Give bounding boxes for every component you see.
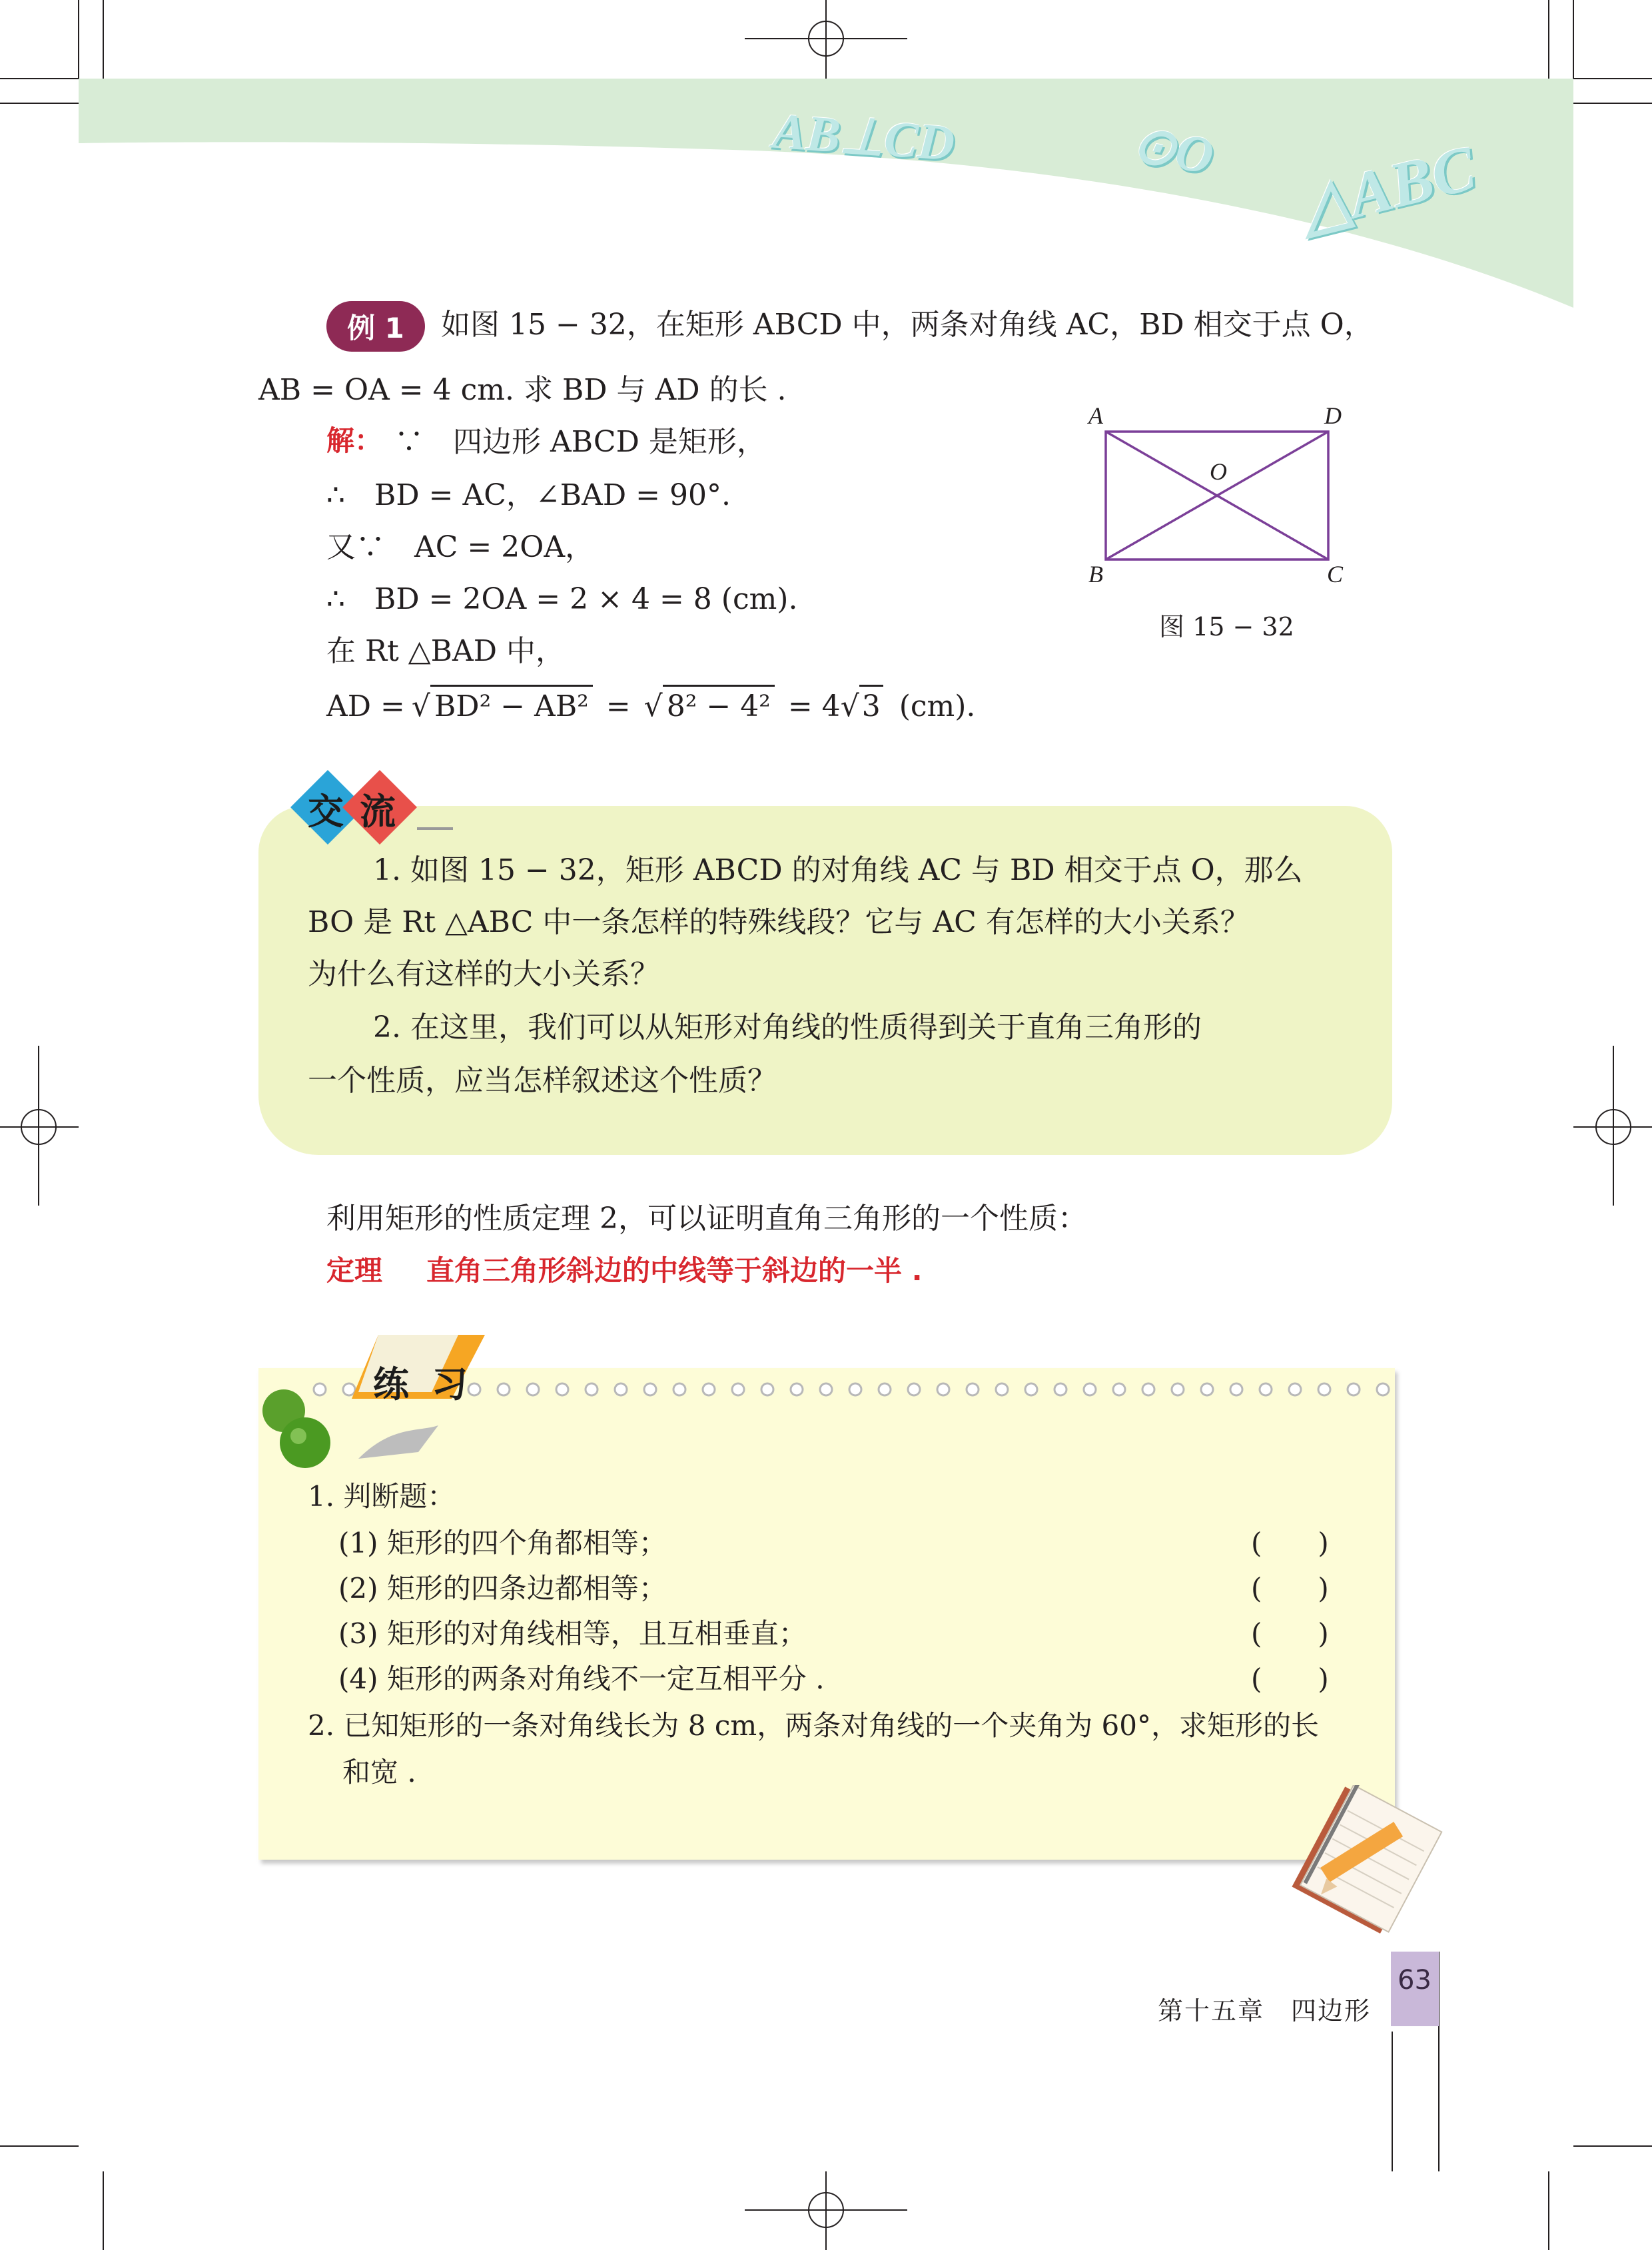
radicand-3: 3 <box>859 685 883 726</box>
final-eq-2: = 4 <box>787 689 841 723</box>
figure-caption: 图 15 − 32 <box>1159 612 1294 641</box>
solution-step-4: ∴ BD = 2OA = 2 × 4 = 8 (cm). <box>326 582 798 616</box>
practice-q1-item-3: (3) 矩形的对角线相等，且互相垂直； <box>338 1617 807 1650</box>
practice-q1-blank-4[interactable]: ( ) <box>1251 1663 1329 1695</box>
exchange-item-1-line3: 为什么有这样的大小关系？ <box>308 957 659 991</box>
notebook-pencil-icon <box>1286 1785 1446 1938</box>
figure-lines <box>1106 432 1328 560</box>
figure-label-o: O <box>1210 458 1227 485</box>
rectangle-figure <box>1079 400 1359 599</box>
practice-q1-blank-1[interactable]: ( ) <box>1251 1527 1329 1559</box>
solution-step-1: ∵ 四边形 ABCD 是矩形， <box>394 425 766 459</box>
footer-chapter: 第十五章 四边形 <box>1158 1996 1372 2026</box>
radicand-1: BD² − AB² <box>430 685 593 726</box>
header-symbol-circle: ⊙O <box>1128 114 1218 185</box>
example-problem-line1: 如图 15 − 32，在矩形 ABCD 中，两条对角线 AC，BD 相交于点 O， <box>441 308 1374 342</box>
exchange-item-1-line2: BO 是 Rt △ABC 中一条怎样的特殊线段？它与 AC 有怎样的大小关系？ <box>308 905 1250 939</box>
sqrt-sign-1: √ <box>411 689 430 723</box>
example-problem-line2: AB = OA = 4 cm. 求 BD 与 AD 的长 . <box>258 373 787 407</box>
exchange-title-char-2: 流 <box>360 791 396 833</box>
final-lhs: AD = <box>326 689 405 723</box>
sqrt-sign-2: √ <box>643 689 663 723</box>
theorem-label: 定理 <box>326 1254 383 1287</box>
practice-title-char-2: 习 <box>432 1363 468 1405</box>
practice-q1-blank-3[interactable]: ( ) <box>1251 1617 1329 1650</box>
figure-label-a: A <box>1088 402 1103 429</box>
exchange-item-2-line1: 2. 在这里，我们可以从矩形对角线的性质得到关于直角三角形的 <box>373 1010 1202 1044</box>
practice-q2-line2: 和宽 . <box>342 1756 416 1788</box>
figure-label-d: D <box>1324 402 1342 429</box>
radicand-2: 8² − 4² <box>663 685 775 726</box>
practice-q1: 1. 判断题： <box>308 1480 456 1513</box>
solution-step-2: ∴ BD = AC，∠BAD = 90°. <box>326 478 731 512</box>
theorem-statement: 直角三角形斜边的中线等于斜边的一半 . <box>426 1254 923 1287</box>
practice-q2-line1: 2. 已知矩形的一条对角线长为 8 cm，两条对角线的一个夹角为 60°，求矩形的长 <box>308 1709 1319 1742</box>
practice-q1-item-2: (2) 矩形的四条边都相等； <box>338 1572 667 1605</box>
exchange-title-char-1: 交 <box>308 791 344 833</box>
theorem-intro: 利用矩形的性质定理 2，可以证明直角三角形的一个性质： <box>326 1202 1087 1236</box>
page-number: 63 <box>1398 1965 1432 1996</box>
practice-q1-item-4: (4) 矩形的两条对角线不一定互相平分 . <box>338 1663 825 1695</box>
solution-final-step <box>326 685 975 726</box>
example-badge: 例 1 <box>326 301 425 352</box>
header-symbol-triangle: △ABC <box>1293 131 1483 244</box>
final-unit: (cm). <box>899 689 976 723</box>
practice-q1-item-1: (1) 矩形的四个角都相等； <box>338 1527 667 1559</box>
practice-title-char-1: 练 <box>373 1363 409 1405</box>
figure-label-c: C <box>1327 561 1344 587</box>
sqrt-sign-3: √ <box>840 689 859 723</box>
final-eq-1: = <box>606 689 631 723</box>
header-symbol-perpendicular: AB⊥CD <box>771 103 957 172</box>
figure-label-b: B <box>1088 561 1103 587</box>
solution-step-5: 在 Rt △BAD 中， <box>326 634 565 668</box>
exchange-item-2-line2: 一个性质，应当怎样叙述这个性质？ <box>308 1064 777 1098</box>
solution-label: 解： <box>326 424 383 457</box>
exchange-item-1-line1: 1. 如图 15 − 32，矩形 ABCD 的对角线 AC 与 BD 相交于点 O，那么 <box>373 853 1303 887</box>
solution-step-3: 又∵ AC = 2OA， <box>326 530 595 564</box>
practice-q1-blank-2[interactable]: ( ) <box>1251 1572 1329 1605</box>
